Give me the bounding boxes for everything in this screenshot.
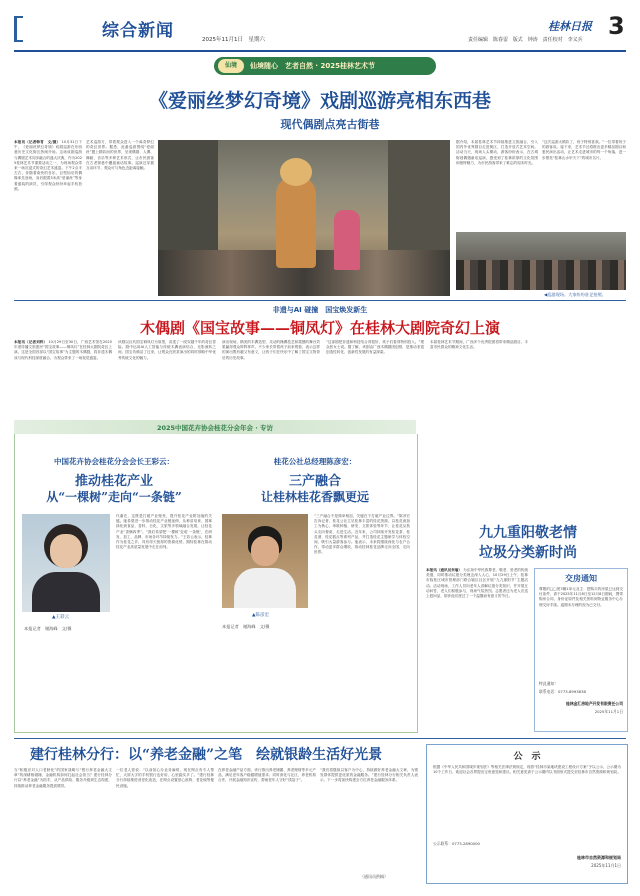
top-story-byline: 本报讯（记者韩青 文/摄） xyxy=(14,140,61,144)
second-story-col1-text: 10月29日至30日，广西艺术馆在2025年度传播文旅惠民“国宝故事——铜凤灯”在桂林大剧院奇幻上演。这是全国首部以“国宝故事”为主题的木偶剧，将非遗木偶戏与现代科技深度融合，为观众带来了一场视觉盛宴。 xyxy=(14,340,112,360)
crowd-photo xyxy=(456,232,626,290)
public-notice-signature: 桂林市自然资源和规划局 xyxy=(577,855,621,860)
staff-proof: 责任校对 李义兵 xyxy=(542,37,583,43)
left-interview-caption: ▲王彩云 xyxy=(52,615,69,620)
parade-photo xyxy=(158,140,450,296)
section-bracket-icon xyxy=(14,16,23,42)
festival-banner xyxy=(214,57,436,75)
issue-date: 2025年11月1日 星期六 xyxy=(202,37,265,43)
festival-slogan: 仙境随心 艺者自然 · 2025桂林艺术节 xyxy=(250,62,376,70)
middle-interview-text: “三产融合不是简单相加，关键在于打破产业边界。”陈彦宏告诉记者，桂花公社立足桂林丰富的桂花资源，以桂花深加工为核心，串联种植、研发、文旅体验等环节，让桂花从枝头走向餐桌、走进生活。近年来，公司持续开发桂花茶、桂花酒、桂花糕点等系列产品，并打造桂花主题研学与体验空间，吸引大量游客参与。他表示，未来将继续深化与农户合作，带动更多群众增收，推动桂林桂花品牌走向全国、走向世界。 xyxy=(314,514,410,555)
top-story-col1 xyxy=(14,140,82,290)
housing-notice-phone: 联系电话：0773-8993838 xyxy=(539,689,586,694)
public-notice-date: 2025年11月1日 xyxy=(591,863,621,868)
public-notice-box xyxy=(426,744,628,884)
portrait-body xyxy=(32,572,100,612)
second-story-col3: 演出现场，精美的木偶造型、灵动的操偶技艺和震撼的舞台效果赢得观众阵阵掌声。不少家长带着孩子前来观看，表示这样的演出既有趣又有意义，让孩子们在快乐中了解了国宝文物背后的历史故事。 xyxy=(222,340,320,360)
wang-caiyun-photo xyxy=(22,514,110,612)
header-rule xyxy=(14,50,626,52)
crowd-photo-figures xyxy=(456,260,626,290)
left-interview-text: 代谢在，这既是打破产业壁垒，提升桂花产业附加值的关键。她希望进一步推动桂花产业链延伸，从种苗培育、园林绿化到食品、香料、日化、文旅等多领域融合发展，让桂花产业“香飘四季”。“我们希望把‘一棵树’变成‘一条链’，在研发、加工、品牌、市场各环节持续发力。”王彩云表示，桂林作为桂花之乡，具有得天独厚的资源优势，期待桂林在推动桂花产业高质量发展中走在前列。 xyxy=(116,514,212,550)
public-notice-contact: 公示联系：0773-2890000 xyxy=(433,841,480,846)
top-story-col1-text: 10月31日下午，《爱丽丝梦幻奇境》戏剧巡游在东西巷历史文化街区热闹开场。这场戏剧巡游与偶剧艺术同步融合的盛大庆典，作为2025桂林艺术节重要活动之一，为现场观众带来一场沉浸式的奇幻艺术盛宴。下午2点半左右，伴随着欢快的音乐，巨型仙后的偶像率先登场，身后跟着3米高“爱丽丝”等身着盛装的演员，引得观众纷纷举起手机拍照。 xyxy=(14,140,82,191)
side-story-title-1: 九九重阳敬老情 xyxy=(479,525,577,541)
page-number: 3 xyxy=(608,12,625,40)
left-interview-kicker: 中国花卉协会桂花分会会长王彩云： xyxy=(54,457,174,466)
top-story-title: 《爱丽丝梦幻奇境》戏剧巡游亮相东西巷 xyxy=(148,90,491,112)
public-notice-title: 公 示 xyxy=(513,752,541,762)
header-bar xyxy=(14,14,626,50)
middle-interview-byline: 本报记者 谢海峰 文/摄 xyxy=(222,624,270,629)
festival-logo-icon: 仙境 xyxy=(218,59,244,73)
photo-building-left xyxy=(158,140,218,260)
public-notice-text: 根据《中华人民共和国城乡规划法》等相关法律法规规定，现将“桂林市某地块建设工程设计方案”予以公示，公示期为10个工作日，欢迎社会各界提出宝贵意见和建议。相关意见请于公示期内以书面形式提交至桂林市自然资源和规划局。 xyxy=(433,765,621,775)
photo-puppet-figure xyxy=(276,176,316,268)
masthead: 桂林日报 xyxy=(548,20,592,33)
housing-notice-date: 2025年11月1日 xyxy=(594,709,623,714)
top-story-col2: 艺术巡游方，带着观众进入一个离奇梦幻的奇幻世界。据悉，此番巡游围绕“爱丽丝”题上精彩而的世界，呈现偶剧、人偶、舞蹈、音乐等多种艺术形式，让市民游客在古老街巷中邂逅童话故事。巡演还穿插互动环节，观众可与角色近距离接触。 xyxy=(86,140,154,171)
section-title: 综合新闻 xyxy=(102,21,174,41)
middle-interview-caption: ▲陈彦宏 xyxy=(252,613,269,618)
staff-layout: 版式 钟涛 xyxy=(512,37,538,43)
second-story-col6 xyxy=(534,340,626,412)
portrait-face xyxy=(251,536,279,566)
portrait-face xyxy=(50,534,82,568)
middle-interview-title-1: 三产融合 xyxy=(288,474,341,489)
second-story-kicker: 非遗与AI 碰撞 国宝焕发新生 xyxy=(272,306,368,314)
chen-yanhong-photo xyxy=(222,514,308,608)
second-story-col2: 该剧以汉代国宝铜凤灯为原型，讲述了一段穿越千年的奇幻冒险。剧中运用AI人工智能与传统木偶表演结合，光影流转之间，国宝仿佛活了过来，让观众在欣赏演出的同时领略中华优秀传统文化的魅力。 xyxy=(118,340,216,360)
housing-notice-title: 交房通知 xyxy=(565,574,597,583)
staff-credits xyxy=(468,36,583,43)
housing-notice-closing: 特此通知！ xyxy=(539,681,558,686)
side-story-body: 为弘扬中华民族尊老、敬老、爱老的传统美德，同时推动垃圾分类理念深入人心，10月29日上午，桂林市临桂区城市管理部门联合辖区社区开展“九九重阳节”主题活动。活动现场，工作人员向老年人讲解垃圾分类知识，并开展互动问答，老人们积极参与，现场气氛热烈。志愿者还为老人们送上慰问品，陪伴他们度过了一个温馨而有意义的节日。 xyxy=(426,568,528,599)
top-story-rule xyxy=(14,300,626,301)
top-story-col4: “这次巡游太精彩了，孩子特别喜欢。”一位带着孩子的游客说。接下来，艺术节还将推出更多精品剧目和惠民演出活动，让艺术走进城市的每一个角落，进一步擦亮“桂林山水甲天下”的城市名片。 xyxy=(542,140,626,160)
side-story-text xyxy=(426,568,528,732)
bottom-story-col2: 一位老人曾说：“以前担心办业务麻烦，现在网点有专人帮忙，大屏大字的手机银行也好用，心里踏实多了。”建行桂林分行持续推进适老化改造，在网点设置爱心座椅、老花镜等便民设施。 xyxy=(116,768,214,788)
bottom-story-title: 建行桂林分行：以“养老金融”之笔 绘就银龄生活好光景 xyxy=(30,747,383,763)
top-story-col3: 据介绍，本届桂林艺术节持续推进文旅融合，引入国内外优秀剧目走进街区，打造开放式艺术空间。活动当天，现场人头攒动，游客纷纷表示，在古城街巷偶遇童话巡演，感受到了桂林浓厚的文化氛围和独特魅力，为市民游客带来了难忘的周末时光。 xyxy=(456,140,538,165)
top-story-subtitle: 现代偶剧点亮古街巷 xyxy=(280,118,380,131)
bottom-story-col3: 在养老金融产品方面，该行推出养老储蓄、养老理财等多元产品，满足老年客户稳健增值需求；同时深化与社区、养老机构合作，开展金融知识宣传，帮助老年人守好“钱袋子”。 xyxy=(218,768,316,783)
second-story-col5: 本届桂林艺术节期间，广西多个优秀院团将带来精品剧目，丰富市民群众的精神文化生活。 xyxy=(430,340,528,350)
second-story-col4: “这部剧把非遗和科技结合得很好，孩子们看得特别投入。”观众张女士说。据了解，该剧由广西木偶剧团创排，是推动非遗创造性转化、创新性发展的有益探索。 xyxy=(326,340,424,355)
left-interview-byline: 本报记者 谢海峰 文/摄 xyxy=(24,626,72,631)
second-story-col1 xyxy=(14,340,112,412)
middle-interview-title-2: 让桂林桂花香飘更远 xyxy=(260,490,369,504)
bottom-story-col1: 当“积极应对人口老龄化”的国家战略与“银行养老金融大文章”的深耕相碰撞，金融机构如何扛起社会担当？建行桂林分行以“养老金融”为抓手，从产品供给、服务升级到生态构建，持续推动养老金融服务提质增效。 xyxy=(14,768,112,788)
bottom-story-col4: “我们将继续以客户为中心，持续做好养老金融大文章，为银发群体提供更优质的金融服务。”建行桂林分行相关负责人表示，下一步将加快构建全方位养老金融服务体系。 xyxy=(320,768,418,783)
top-story-caption: ◀巡游现场。大家纷纷驻足拍照。 xyxy=(544,292,606,297)
left-interview-title-2: 从“一棵树”走向“一条链” xyxy=(46,490,182,504)
housing-notice-signature: 桂林金汇房地产开发有限责任公司 xyxy=(566,701,623,706)
housing-notice-text: 尊敬的□□苑7幢1单元业主：您购买的房屋已达到交付条件，请于2025年11月8日至12月8日期间，携带购房合同、身份证原件及相关资料到物业服务中心办理交房手续。逾期未办理的视为已交付。 xyxy=(539,587,623,607)
special-label: 2025中国花卉协会桂花分会年会 · 专访 xyxy=(156,424,274,432)
side-story-byline: 本报讯（通讯员朱瑜） xyxy=(426,568,463,572)
staff-editor: 责任编辑 陈春雷 xyxy=(468,37,509,43)
side-story-title-2: 垃圾分类新时尚 xyxy=(479,545,577,561)
left-interview-title-1: 推动桂花产业 xyxy=(74,474,153,489)
second-story-title: 木偶剧《国宝故事——铜凤灯》在桂林大剧院奇幻上演 xyxy=(139,319,500,337)
middle-interview-kicker: 桂花公社总经理陈彦宏： xyxy=(273,457,357,466)
portrait-body xyxy=(234,568,296,608)
bottom-rule xyxy=(14,738,626,739)
special-label-bar xyxy=(14,420,416,434)
second-story-byline: 本报讯（记者刘梓） xyxy=(14,340,48,344)
bottom-story-source: （通讯员供稿） xyxy=(360,874,388,879)
photo-performer xyxy=(334,210,360,270)
photo-puppet-head xyxy=(280,158,312,186)
housing-notice-box xyxy=(534,568,628,732)
